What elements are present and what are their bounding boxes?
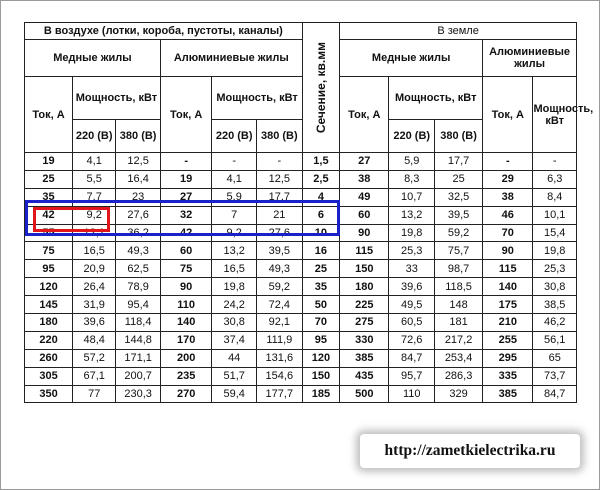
table-cell: 140	[483, 278, 533, 296]
current-header: Ток, А	[340, 77, 389, 153]
site-url-watermark: http://zametkielectrika.ru	[360, 434, 580, 468]
section-cell: 25	[302, 260, 339, 278]
table-cell: 21	[256, 206, 302, 224]
table-cell: 75	[25, 242, 73, 260]
table-cell: 25,3	[389, 242, 435, 260]
table-cell: 435	[340, 367, 389, 385]
table-cell: 84,7	[389, 349, 435, 367]
air-section-header: В воздухе (лотки, короба, пустоты, каналы)	[25, 23, 303, 40]
table-cell: 17,7	[435, 153, 483, 171]
table-cell: 55	[25, 224, 73, 242]
table-cell: 16,4	[116, 170, 161, 188]
current-header: Ток, А	[25, 77, 73, 153]
table-row	[25, 331, 577, 349]
table-cell: 95,4	[116, 296, 161, 314]
table-cell: 90	[160, 278, 212, 296]
table-cell: 84,7	[533, 385, 577, 403]
table-cell: 110	[389, 385, 435, 403]
voltage-220-header: 220 (В)	[212, 120, 257, 153]
table-row	[25, 296, 577, 314]
section-label: Сечение, кв.мм	[313, 41, 328, 134]
table-cell: 217,2	[435, 331, 483, 349]
table-cell: 177,7	[256, 385, 302, 403]
table-cell: 62,5	[116, 260, 161, 278]
table-cell: 57,2	[73, 349, 116, 367]
table-cell: 235	[160, 367, 212, 385]
table-cell: 49	[340, 188, 389, 206]
table-cell: 16,5	[73, 242, 116, 260]
table-cell: 225	[340, 296, 389, 314]
table-cell: 19,8	[212, 278, 257, 296]
table-cell: 385	[340, 349, 389, 367]
section-cell: 70	[302, 314, 339, 332]
table-cell: 131,6	[256, 349, 302, 367]
table-cell: 42	[160, 224, 212, 242]
copper-ground-header: Медные жилы	[340, 40, 483, 77]
table-cell: 118,5	[435, 278, 483, 296]
table-cell: 98,7	[435, 260, 483, 278]
table-cell: 49,3	[116, 242, 161, 260]
table-cell: 17,7	[256, 188, 302, 206]
table-cell: 118,4	[116, 314, 161, 332]
table-cell: 20,9	[73, 260, 116, 278]
table-cell: 16,5	[212, 260, 257, 278]
table-cell: 48,4	[73, 331, 116, 349]
table-cell: 4,1	[212, 170, 257, 188]
copper-air-header: Медные жилы	[25, 40, 161, 77]
table-cell: 295	[483, 349, 533, 367]
table-cell: 59,2	[435, 224, 483, 242]
table-cell: 12,1	[73, 224, 116, 242]
table-cell: -	[160, 153, 212, 171]
table-cell: 30,8	[212, 314, 257, 332]
table-cell: 46,2	[533, 314, 577, 332]
table-cell: 32	[160, 206, 212, 224]
table-cell: 39,5	[435, 206, 483, 224]
section-cell: 1,5	[302, 153, 339, 171]
table-cell: 33	[389, 260, 435, 278]
table-cell: 44	[212, 349, 257, 367]
power-header: Мощность, кВт	[212, 77, 302, 120]
table-cell: 75,7	[435, 242, 483, 260]
section-cell: 95	[302, 331, 339, 349]
table-cell: 27	[160, 188, 212, 206]
table-cell: 23	[116, 188, 161, 206]
table-cell: 385	[483, 385, 533, 403]
table-cell: 95	[25, 260, 73, 278]
table-cell: 60	[160, 242, 212, 260]
table-cell: 32,5	[435, 188, 483, 206]
table-cell: 4,1	[73, 153, 116, 171]
table-cell: 72,4	[256, 296, 302, 314]
table-cell: 39,5	[256, 242, 302, 260]
table-cell: 154,6	[256, 367, 302, 385]
table-cell: 19,8	[389, 224, 435, 242]
table-cell: 25	[435, 170, 483, 188]
table-cell: 175	[483, 296, 533, 314]
table-cell: 26,4	[73, 278, 116, 296]
table-cell: 275	[340, 314, 389, 332]
section-cell: 150	[302, 367, 339, 385]
table-body	[25, 153, 577, 403]
table-cell: 19	[160, 170, 212, 188]
table-row	[25, 278, 577, 296]
section-cell: 120	[302, 349, 339, 367]
power-header: Мощность, кВт	[73, 77, 161, 120]
table-cell: 180	[25, 314, 73, 332]
table-cell: 56,1	[533, 331, 577, 349]
table-cell: 500	[340, 385, 389, 403]
table-cell: 329	[435, 385, 483, 403]
table-cell: 70	[483, 224, 533, 242]
table-cell: 19	[25, 153, 73, 171]
table-row	[25, 242, 577, 260]
table-cell: 8,4	[533, 188, 577, 206]
table-cell: 270	[160, 385, 212, 403]
table-cell: 30,8	[533, 278, 577, 296]
power-header: Мощность, кВт	[389, 77, 483, 120]
table-cell: 27,6	[256, 224, 302, 242]
table-cell: 65	[533, 349, 577, 367]
table-cell: 110	[160, 296, 212, 314]
table-cell: 8,3	[389, 170, 435, 188]
table-cell: 60	[340, 206, 389, 224]
table-cell: 9,2	[212, 224, 257, 242]
table-cell: 73,7	[533, 367, 577, 385]
table-cell: 200,7	[116, 367, 161, 385]
table-cell: 350	[25, 385, 73, 403]
table-cell: 115	[340, 242, 389, 260]
table-cell: 148	[435, 296, 483, 314]
table-cell: 7	[212, 206, 257, 224]
table-cell: 59,2	[256, 278, 302, 296]
table-cell: 253,4	[435, 349, 483, 367]
table-cell: 46	[483, 206, 533, 224]
current-header: Ток, А	[160, 77, 212, 153]
table-cell: 140	[160, 314, 212, 332]
section-cell: 185	[302, 385, 339, 403]
table-cell: 10,7	[389, 188, 435, 206]
section-header	[302, 23, 339, 153]
section-cell: 50	[302, 296, 339, 314]
table-cell: 39,6	[389, 278, 435, 296]
table-cell: 60,5	[389, 314, 435, 332]
aluminum-ground-header: Алюминиевые жилы	[483, 40, 577, 77]
section-cell: 10	[302, 224, 339, 242]
table-cell: 51,7	[212, 367, 257, 385]
table-cell: 13,2	[212, 242, 257, 260]
table-cell: 78,9	[116, 278, 161, 296]
voltage-220-header: 220 (В)	[389, 120, 435, 153]
table-cell: 335	[483, 367, 533, 385]
table-cell: 180	[340, 278, 389, 296]
table-cell: 286,3	[435, 367, 483, 385]
section-cell: 16	[302, 242, 339, 260]
table-cell: 13,2	[389, 206, 435, 224]
current-header: Ток, А	[483, 77, 533, 153]
table-cell: 305	[25, 367, 73, 385]
table-cell: 330	[340, 331, 389, 349]
table-cell: -	[212, 153, 257, 171]
table-row	[25, 349, 577, 367]
section-cell: 35	[302, 278, 339, 296]
highlight-cell-box	[33, 207, 110, 232]
voltage-380-header: 380 (В)	[116, 120, 161, 153]
table-cell: 12,5	[116, 153, 161, 171]
table-cell: 25	[25, 170, 73, 188]
table-cell: -	[483, 153, 533, 171]
table-cell: -	[256, 153, 302, 171]
table-cell: 39,6	[73, 314, 116, 332]
table-cell: 5,5	[73, 170, 116, 188]
table-cell: 145	[25, 296, 73, 314]
table-cell: 9,2	[73, 206, 116, 224]
table-cell: 15,4	[533, 224, 577, 242]
table-row	[25, 367, 577, 385]
section-cell: 6	[302, 206, 339, 224]
table-cell: 10,1	[533, 206, 577, 224]
table-cell: 12,5	[256, 170, 302, 188]
table-cell: 150	[340, 260, 389, 278]
table-cell: 200	[160, 349, 212, 367]
table-cell: 27	[340, 153, 389, 171]
table-cell: 36,2	[116, 224, 161, 242]
table-cell: 255	[483, 331, 533, 349]
table-row	[25, 260, 577, 278]
table-cell: 19,8	[533, 242, 577, 260]
table-cell: 115	[483, 260, 533, 278]
table-cell: 92,1	[256, 314, 302, 332]
table-cell: 25,3	[533, 260, 577, 278]
table-cell: 37,4	[212, 331, 257, 349]
table-cell: 120	[25, 278, 73, 296]
section-cell: 2,5	[302, 170, 339, 188]
table-cell: 49,5	[389, 296, 435, 314]
table-cell: 5,9	[212, 188, 257, 206]
table-cell: 6,3	[533, 170, 577, 188]
voltage-380-header: 380 (В)	[256, 120, 302, 153]
table-cell: 5,9	[389, 153, 435, 171]
ground-section-header: В земле	[340, 23, 577, 40]
table-cell: 49,3	[256, 260, 302, 278]
table-cell: 31,9	[73, 296, 116, 314]
table-cell: 260	[25, 349, 73, 367]
table-cell: 77	[73, 385, 116, 403]
table-cell: -	[533, 153, 577, 171]
table-cell: 170	[160, 331, 212, 349]
section-cell: 4	[302, 188, 339, 206]
table-cell: 230,3	[116, 385, 161, 403]
table-cell: 220	[25, 331, 73, 349]
table-row	[25, 153, 577, 171]
power-header: Мощность, кВт	[533, 77, 577, 153]
table-cell: 29	[483, 170, 533, 188]
table-row	[25, 385, 577, 403]
aluminum-air-header: Алюминиевые жилы	[160, 40, 302, 77]
table-cell: 181	[435, 314, 483, 332]
table-cell: 67,1	[73, 367, 116, 385]
voltage-220-header: 220 (В)	[73, 120, 116, 153]
table-cell: 38	[483, 188, 533, 206]
table-cell: 24,2	[212, 296, 257, 314]
table-cell: 42	[25, 206, 73, 224]
table-cell: 59,4	[212, 385, 257, 403]
table-cell: 38,5	[533, 296, 577, 314]
table-cell: 171,1	[116, 349, 161, 367]
table-cell: 38	[340, 170, 389, 188]
table-row	[25, 170, 577, 188]
table-cell: 35	[25, 188, 73, 206]
table-cell: 210	[483, 314, 533, 332]
table-cell: 144,8	[116, 331, 161, 349]
table-row	[25, 314, 577, 332]
table-cell: 7,7	[73, 188, 116, 206]
table-cell: 90	[340, 224, 389, 242]
table-cell: 111,9	[256, 331, 302, 349]
table-cell: 75	[160, 260, 212, 278]
table-cell: 72,6	[389, 331, 435, 349]
table-cell: 27,6	[116, 206, 161, 224]
table-cell: 95,7	[389, 367, 435, 385]
table-cell: 90	[483, 242, 533, 260]
voltage-380-header: 380 (В)	[435, 120, 483, 153]
